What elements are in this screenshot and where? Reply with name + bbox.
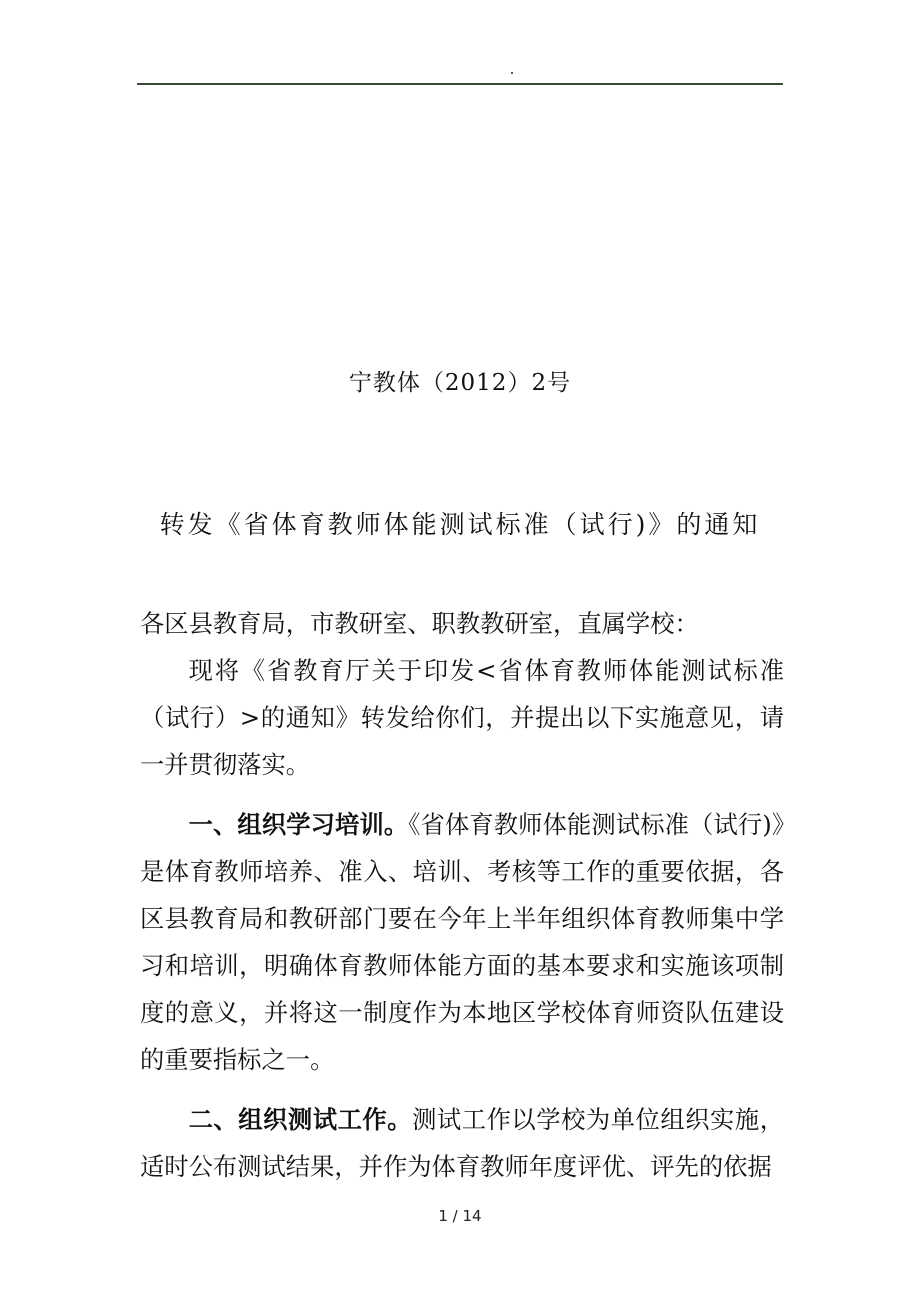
section-2-heading: 二、组织测试工作。 xyxy=(188,1105,413,1134)
page-indicator: 1 / 14 xyxy=(438,1207,482,1225)
header-rule xyxy=(137,83,783,85)
section-1-paragraph xyxy=(140,801,784,1083)
document-number: 宁教体（2012）2号 xyxy=(348,370,572,396)
section-2-text: 测试工作以学校为单位组织实施，适时公布测试结果，并作为体育教师年度评优、评先的依据 xyxy=(140,1105,785,1181)
header-mark xyxy=(511,72,513,74)
section-2-paragraph xyxy=(140,1096,784,1190)
section-1-heading: 一、组织学习培训。 xyxy=(188,810,409,839)
salutation: 各区县教育局，市教研室、职教教研室，直属学校： xyxy=(140,609,699,638)
document-body xyxy=(140,600,784,1190)
section-1-text: 《省体育教师体能测试标准（试行)》是体育教师培养、准入、培训、考核等工作的重要依据，各区县教育局和教研部门要在今年上半年组织体育教师集中学习和培训，明确体育教师体能方面的基本要求和实施该项制度的意义，并将这一制度作为本地区学校体育师资队伍建设的重要指标之一。 xyxy=(140,810,784,1074)
intro-paragraph: 现将《省教育厅关于印发<省体育教师体能测试标准（试行）>的通知》转发给你们，并提出以下实施意见，请一并贯彻落实。 xyxy=(140,656,784,779)
document-title: 转发《省体育教师体能测试标准（试行)》的通知 xyxy=(159,510,761,539)
